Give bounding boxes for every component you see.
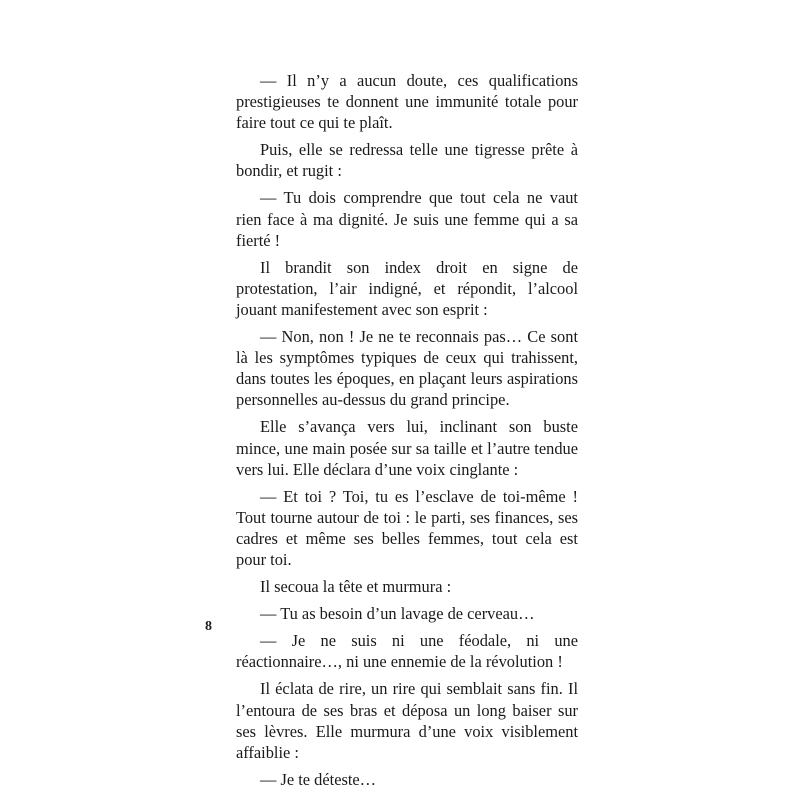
page-body-text — [236, 70, 578, 796]
paragraph: — Non, non ! Je ne te reconnais pas… Ce sont là les symptômes typiques de ceux qui trahissent, dans toutes les époques, en plaçant leurs aspirations personnelles au-dessus du grand principe. — [236, 327, 578, 410]
paragraph: Elle s’avança vers lui, inclinant son buste mince, une main posée sur sa taille et l’autre tendue vers lui. Elle déclara d’une voix cinglante : — [236, 417, 578, 479]
paragraph: Puis, elle se redressa telle une tigresse prête à bondir, et rugit : — [236, 140, 578, 181]
paragraph: Il brandit son index droit en signe de protestation, l’air indigné, et répondit, l’alcool jouant manifestement avec son esprit : — [236, 257, 578, 319]
paragraph: — Je te déteste… — [260, 769, 377, 789]
paragraph: — Tu as besoin d’un lavage de cerveau… — [260, 604, 535, 624]
paragraph: Il secoua la tête et murmura : — [260, 577, 452, 597]
page-number: 8 — [205, 619, 212, 634]
paragraph: — Et toi ? Toi, tu es l’esclave de toi-même ! Tout tourne autour de toi : le parti, ses finances, ses cadres et même ses belles femmes, tout cela est pour toi. — [236, 486, 578, 569]
paragraph: — Tu dois comprendre que tout cela ne vaut rien face à ma dignité. Je suis une femme qui a sa fierté ! — [236, 188, 578, 250]
paragraph: — Je ne suis ni une féodale, ni une réactionnaire…, ni une ennemie de la révolution ! — [236, 631, 578, 672]
paragraph: Il éclata de rire, un rire qui semblait sans fin. Il l’entoura de ses bras et déposa un long baiser sur ses lèvres. Elle murmura d’une voix visiblement affaiblie : — [236, 679, 578, 762]
paragraph: — Il n’y a aucun doute, ces qualifications prestigieuses te donnent une immunité totale pour faire tout ce qui te plaît. — [236, 71, 578, 133]
